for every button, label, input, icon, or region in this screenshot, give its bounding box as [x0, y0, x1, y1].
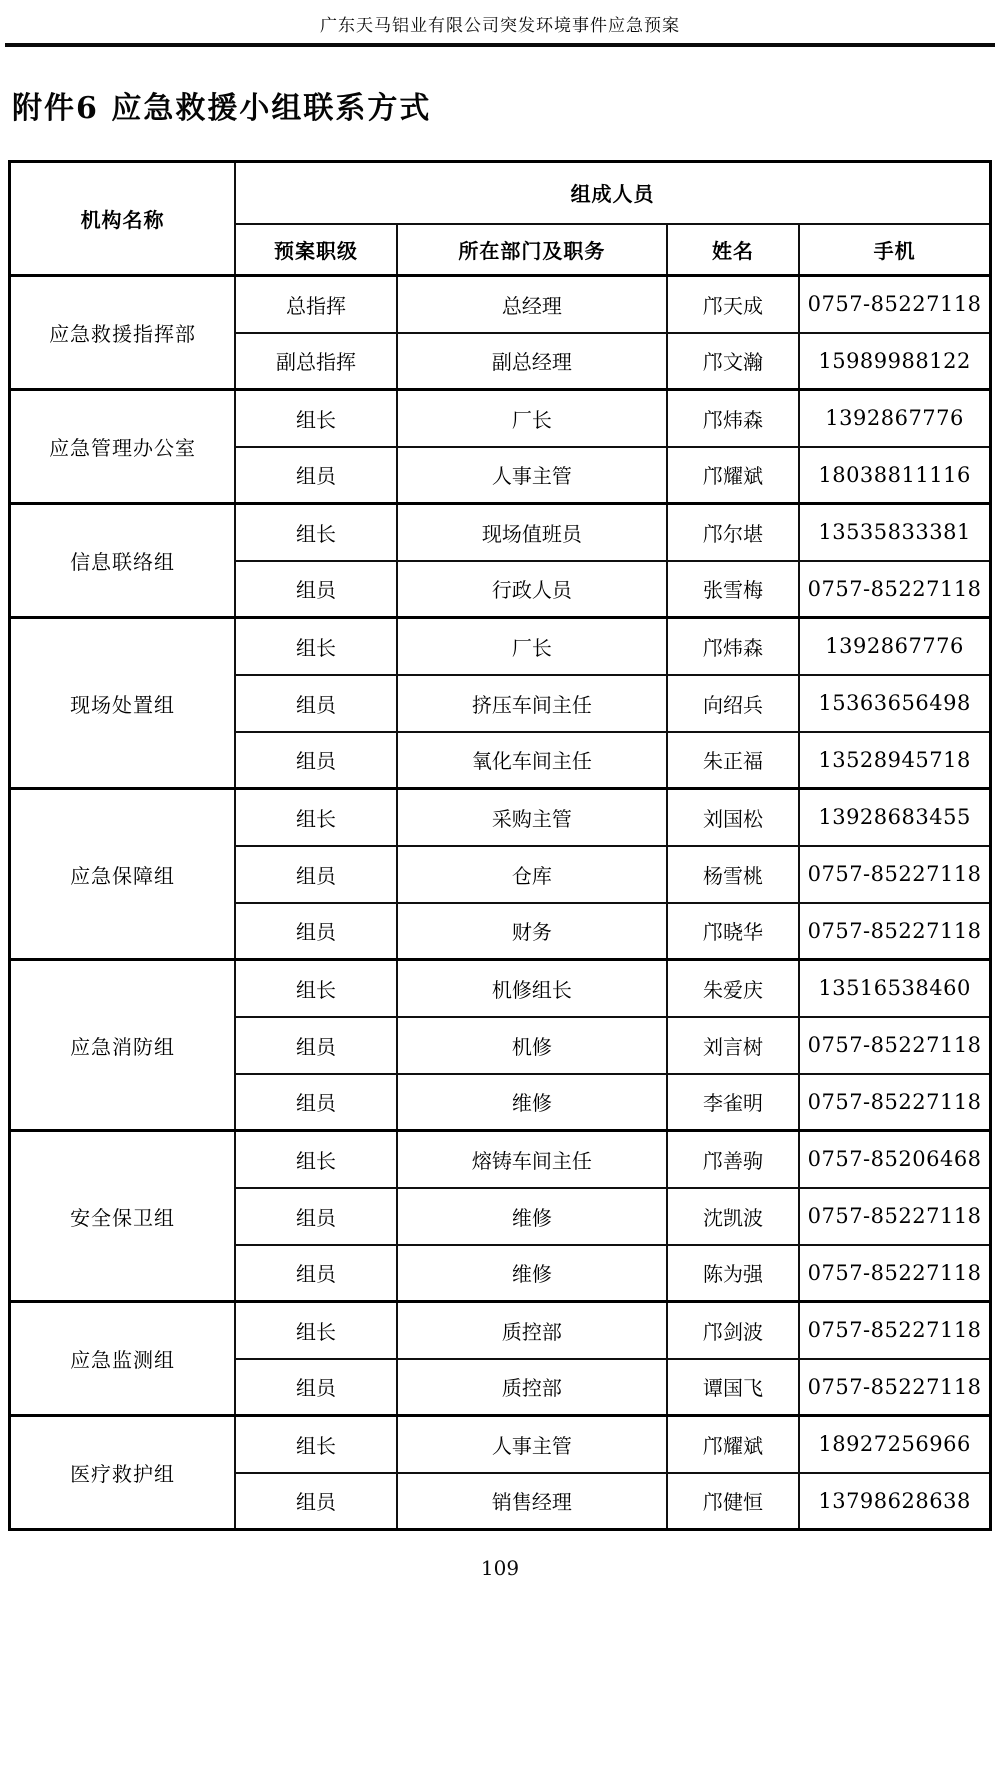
running-header: 广东天马铝业有限公司突发环境事件应急预案	[320, 16, 680, 36]
col-header-name: 姓名	[667, 224, 799, 276]
rank-cell: 总指挥	[235, 276, 397, 333]
name-cell: 刘国松	[667, 789, 799, 846]
dept-cell: 财务	[397, 903, 667, 960]
phone-cell: 0757-85227118	[799, 561, 990, 618]
name-cell: 邝晓华	[667, 903, 799, 960]
dept-cell: 厂长	[397, 618, 667, 675]
phone-cell: 0757-85227118	[799, 1188, 990, 1245]
rank-cell: 组长	[235, 618, 397, 675]
rank-cell: 组员	[235, 561, 397, 618]
dept-cell: 仓库	[397, 846, 667, 903]
rank-cell: 组员	[235, 903, 397, 960]
org-cell: 应急监测组	[10, 1302, 236, 1416]
rank-cell: 组员	[235, 675, 397, 732]
phone-cell: 0757-85227118	[799, 1245, 990, 1302]
phone-cell: 13528945718	[799, 732, 990, 789]
name-cell: 邝剑波	[667, 1302, 799, 1359]
name-cell: 刘言树	[667, 1017, 799, 1074]
dept-cell: 维修	[397, 1245, 667, 1302]
dept-cell: 熔铸车间主任	[397, 1131, 667, 1188]
dept-cell: 人事主管	[397, 447, 667, 504]
phone-cell: 15363656498	[799, 675, 990, 732]
name-cell: 李雀明	[667, 1074, 799, 1131]
dept-cell: 副总经理	[397, 333, 667, 390]
page-title: 附件6 应急救援小组联系方式	[12, 91, 432, 126]
phone-cell: 0757-85227118	[799, 1359, 990, 1416]
phone-cell: 13535833381	[799, 504, 990, 561]
phone-cell: 18927256966	[799, 1416, 990, 1473]
name-cell: 邝炜森	[667, 390, 799, 447]
dept-cell: 机修组长	[397, 960, 667, 1017]
rank-cell: 组长	[235, 960, 397, 1017]
col-header-dept: 所在部门及职务	[397, 224, 667, 276]
dept-cell: 维修	[397, 1074, 667, 1131]
name-cell: 邝耀斌	[667, 1416, 799, 1473]
phone-cell: 15989988122	[799, 333, 990, 390]
phone-cell: 0757-85227118	[799, 846, 990, 903]
table-row	[10, 618, 991, 675]
phone-cell: 0757-85227118	[799, 903, 990, 960]
phone-cell: 0757-85227118	[799, 1017, 990, 1074]
rank-cell: 组长	[235, 789, 397, 846]
phone-cell: 1392867776	[799, 618, 990, 675]
header-rule	[5, 43, 995, 47]
org-cell: 应急管理办公室	[10, 390, 236, 504]
rank-cell: 组员	[235, 1245, 397, 1302]
dept-cell: 销售经理	[397, 1473, 667, 1530]
name-cell: 邝文瀚	[667, 333, 799, 390]
name-cell: 向绍兵	[667, 675, 799, 732]
table-row	[10, 276, 991, 333]
name-cell: 张雪梅	[667, 561, 799, 618]
rank-cell: 组员	[235, 846, 397, 903]
rank-cell: 组员	[235, 732, 397, 789]
table-header-row-1	[10, 162, 991, 224]
name-cell: 沈凯波	[667, 1188, 799, 1245]
org-cell: 应急消防组	[10, 960, 236, 1131]
name-cell: 朱爱庆	[667, 960, 799, 1017]
rank-cell: 组长	[235, 1302, 397, 1359]
dept-cell: 采购主管	[397, 789, 667, 846]
name-cell: 谭国飞	[667, 1359, 799, 1416]
org-cell: 现场处置组	[10, 618, 236, 789]
rank-cell: 组长	[235, 504, 397, 561]
org-cell: 信息联络组	[10, 504, 236, 618]
contact-table	[8, 160, 992, 1531]
table-row	[10, 960, 991, 1017]
name-cell: 朱正福	[667, 732, 799, 789]
rank-cell: 组员	[235, 1017, 397, 1074]
phone-cell: 13516538460	[799, 960, 990, 1017]
phone-cell: 0757-85227118	[799, 1074, 990, 1131]
rank-cell: 组长	[235, 390, 397, 447]
dept-cell: 挤压车间主任	[397, 675, 667, 732]
rank-cell: 组员	[235, 1188, 397, 1245]
dept-cell: 现场值班员	[397, 504, 667, 561]
name-cell: 杨雪桃	[667, 846, 799, 903]
dept-cell: 行政人员	[397, 561, 667, 618]
phone-cell: 0757-85227118	[799, 1302, 990, 1359]
dept-cell: 质控部	[397, 1359, 667, 1416]
name-cell: 邝天成	[667, 276, 799, 333]
rank-cell: 组长	[235, 1416, 397, 1473]
rank-cell: 组员	[235, 1074, 397, 1131]
phone-cell: 1392867776	[799, 390, 990, 447]
table-row	[10, 1416, 991, 1473]
table-row	[10, 504, 991, 561]
phone-cell: 18038811116	[799, 447, 990, 504]
org-cell: 应急保障组	[10, 789, 236, 960]
phone-cell: 0757-85227118	[799, 276, 990, 333]
dept-cell: 质控部	[397, 1302, 667, 1359]
dept-cell: 厂长	[397, 390, 667, 447]
phone-cell: 0757-85206468	[799, 1131, 990, 1188]
org-cell: 安全保卫组	[10, 1131, 236, 1302]
col-header-org: 机构名称	[10, 162, 236, 276]
table-row	[10, 1131, 991, 1188]
page-number: 109	[480, 1556, 520, 1580]
phone-cell: 13798628638	[799, 1473, 990, 1530]
table-row	[10, 390, 991, 447]
rank-cell: 组员	[235, 1359, 397, 1416]
rank-cell: 组员	[235, 1473, 397, 1530]
dept-cell: 人事主管	[397, 1416, 667, 1473]
phone-cell: 13928683455	[799, 789, 990, 846]
dept-cell: 总经理	[397, 276, 667, 333]
rank-cell: 组长	[235, 1131, 397, 1188]
name-cell: 邝健恒	[667, 1473, 799, 1530]
name-cell: 邝善驹	[667, 1131, 799, 1188]
name-cell: 邝尔堪	[667, 504, 799, 561]
rank-cell: 副总指挥	[235, 333, 397, 390]
org-cell: 医疗救护组	[10, 1416, 236, 1530]
dept-cell: 机修	[397, 1017, 667, 1074]
name-cell: 邝炜森	[667, 618, 799, 675]
table-row	[10, 1302, 991, 1359]
rank-cell: 组员	[235, 447, 397, 504]
name-cell: 邝耀斌	[667, 447, 799, 504]
table-row	[10, 789, 991, 846]
dept-cell: 氧化车间主任	[397, 732, 667, 789]
col-header-phone: 手机	[799, 224, 990, 276]
col-header-group: 组成人员	[235, 162, 990, 224]
col-header-rank: 预案职级	[235, 224, 397, 276]
org-cell: 应急救援指挥部	[10, 276, 236, 390]
name-cell: 陈为强	[667, 1245, 799, 1302]
dept-cell: 维修	[397, 1188, 667, 1245]
